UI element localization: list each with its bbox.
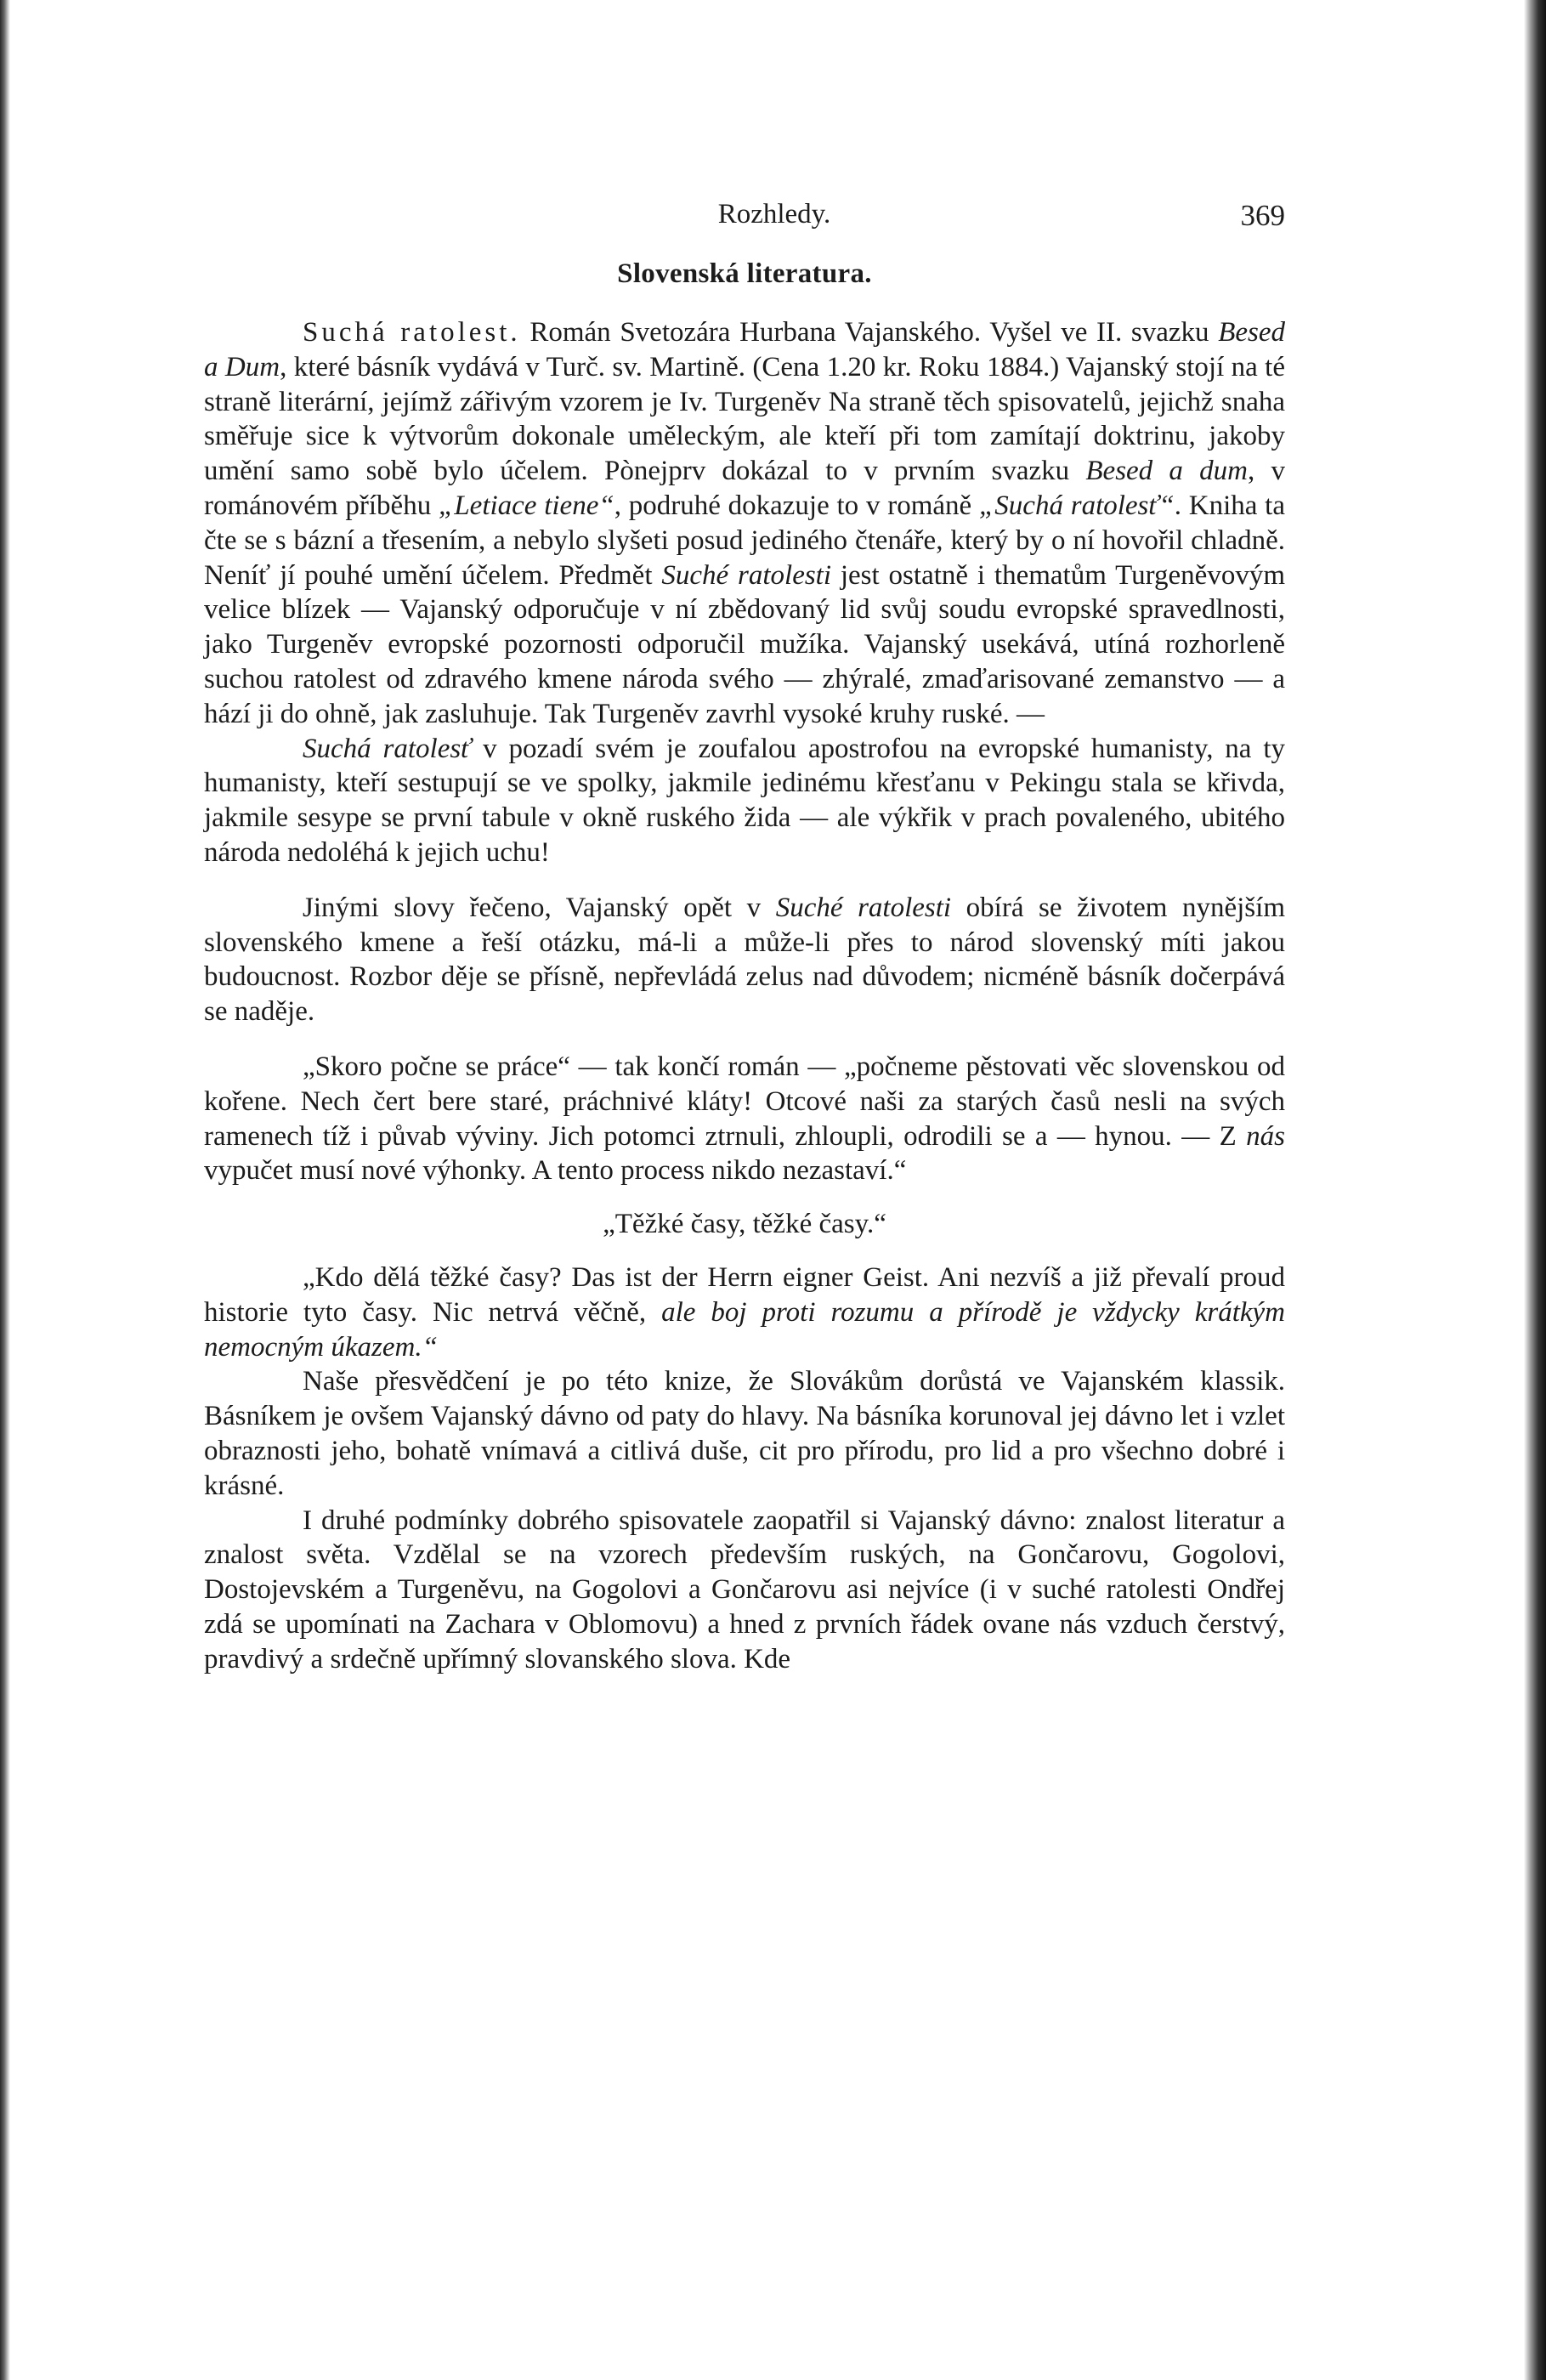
paragraph-6-quote bbox=[204, 1261, 1285, 1364]
italic-run: Suchá ratolesť bbox=[303, 733, 472, 764]
italic-run: „Letiace tiene“ bbox=[438, 490, 614, 521]
text-run: obírá se životem nynějším slovenského kmene a řeší otázku, má-li a může-li přes to národ slovenský míti jakou budoucnost. Rozbor děje se přísně, nepřevládá zelus nad důvodem; nicméně básník dočerpává se naděje. bbox=[204, 892, 1285, 1028]
paragraph-3 bbox=[204, 891, 1285, 1029]
article-body bbox=[204, 315, 1285, 1676]
text-run: „Kdo dělá těžké časy? Das ist der Herrn eigner Geist. Ani nezvíš a již převalí proud historie tyto časy. Nic netrvá věčně, bbox=[204, 1261, 1285, 1328]
scan-edge-left bbox=[0, 0, 10, 2380]
italic-run: Suché ratolesti bbox=[775, 892, 952, 923]
paragraph-8 bbox=[204, 1504, 1285, 1677]
section-title: Slovenská literatura. bbox=[617, 258, 872, 289]
text-run: Jinými slovy řečeno, Vajanský opět v bbox=[303, 892, 776, 923]
text-run: I druhé podmínky dobrého spisovatele zaopatřil si Vajanský dávno: znalost literatur a znalost světa. Vzdělal se na vzorech především ruských, na Gončarovu, Gogolovi, Dostojevském a Turgeněvu, na Gogolovi a Gončarovu asi nejvíce (i v suché ratolesti Ondřej zdá se upomínati na Zachara v Oblomovu) a hned z prvních řádek ovane nás vzduch čerstvý, pravdivý a srdečně upřímný slovanského slova. Kde bbox=[204, 1504, 1285, 1674]
paragraph-2 bbox=[204, 732, 1285, 870]
italic-run: nás bbox=[1246, 1120, 1285, 1152]
text-run: Román Svetozára Hurbana Vajanského. Vyšel ve II. svazku bbox=[520, 317, 1219, 348]
paragraph-1 bbox=[204, 315, 1285, 732]
text-run: Naše přesvědčení je po této knize, že Slovákům dorůstá ve Vajanském klassik. Básníkem je ovšem Vajanský dávno od paty do hlavy. Na básníka korunoval jej dávno let i vzlet obraznosti jeho, bohatě vnímavá a citlivá duše, cit pro přírodu, pro lid a pro všechno dobré i krásné. bbox=[204, 1366, 1285, 1501]
paragraph-4-quote bbox=[204, 1050, 1285, 1188]
text-run: , které básník vydává v Turč. sv. Martině. (Cena 1.20 kr. Roku 1884.) Vajanský stojí na té straně literární, jejímž zářivým vzorem je Iv. Turgeněv Na straně těch spisovatelů, jejichž snaha směřuje sice k výtvorům dokonale uměleckým, ale kteří při tom zamítají doktrinu, jakoby umění samo sobě bylo účelem. Pònejprv dokázal to v prvním svazku bbox=[204, 351, 1285, 487]
scan-edge-right bbox=[1524, 0, 1546, 2380]
text-run: vypučet musí nové výhonky. A tento process nikdo nezastaví.“ bbox=[204, 1155, 907, 1187]
running-title: Rozhledy. bbox=[717, 199, 831, 230]
text-run: v pozadí svém je zoufalou apostrofou na evropské humanisty, na ty humanisty, kteří sestupují se ve spolky, jakmile jedinému křesťanu v Pekingu stala se křivda, jakmile sesype se první tabule v okně ruského žida — ale výkřik v prach povaleného, ubitého národa nedoléhá k jejich uchu! bbox=[204, 733, 1285, 868]
italic-run: ale boj proti rozumu a přírodě je vždycky krátkým nemocným úkazem.“ bbox=[204, 1296, 1285, 1363]
text-run: „Těžké časy, těžké časy.“ bbox=[603, 1209, 886, 1240]
italic-run: Suché ratolesti bbox=[661, 559, 832, 591]
text-run: , podruhé dokazuje to v románě bbox=[614, 490, 979, 521]
italic-run: „Suchá ratolesť“ bbox=[978, 490, 1175, 521]
text-run: . Kniha ta čte se s bázní a třesením, a nebylo slyšeti posud jediného čtenáře, který by o ní hovořil chladně. Neníť jí pouhé umění účelem. Předmět bbox=[204, 490, 1285, 591]
running-header bbox=[204, 189, 1285, 240]
paragraph-7 bbox=[204, 1364, 1285, 1503]
book-page bbox=[204, 189, 1285, 1676]
italic-run: Besed a dum bbox=[1085, 456, 1248, 487]
text-run: „Skoro počne se práce“ — tak končí román — „počneme pěstovati věc slovenskou od kořene. Nech čert bere staré, práchnivé klátyǃ Otcové naši za starých časů nesli na svých ramenech tíž i půvab výviny. Jich potomci ztrnuli, zhloupli, odrodili se a — hynou. — Z bbox=[204, 1051, 1285, 1152]
page-number: 369 bbox=[1240, 199, 1285, 232]
text-run: , v románovém příběhu bbox=[204, 456, 1285, 521]
text-run: jest ostatně i thematům Turgeněvovým velice blízek — Vajanský odporučuje v ní zbědovaný lid svůj soudu evropské spravedlnosti, jako Turgeněv evropské pozornosti odporučil mužíka. Vajanský usekává, utíná rozhorleně suchou ratolest od zdravého kmene národa svého — zhýralé, zmaďarisované zemanstvo — a hází ji do ohně, jak zasluhuje. Tak Turgeněv zavrhl vysoké kruhy ruské. — bbox=[204, 559, 1285, 729]
spaced-book-title: Suchá ratolest. bbox=[303, 317, 521, 348]
paragraph-5-quote bbox=[204, 1207, 1285, 1242]
italic-run: Besed a Dum bbox=[204, 317, 1285, 382]
